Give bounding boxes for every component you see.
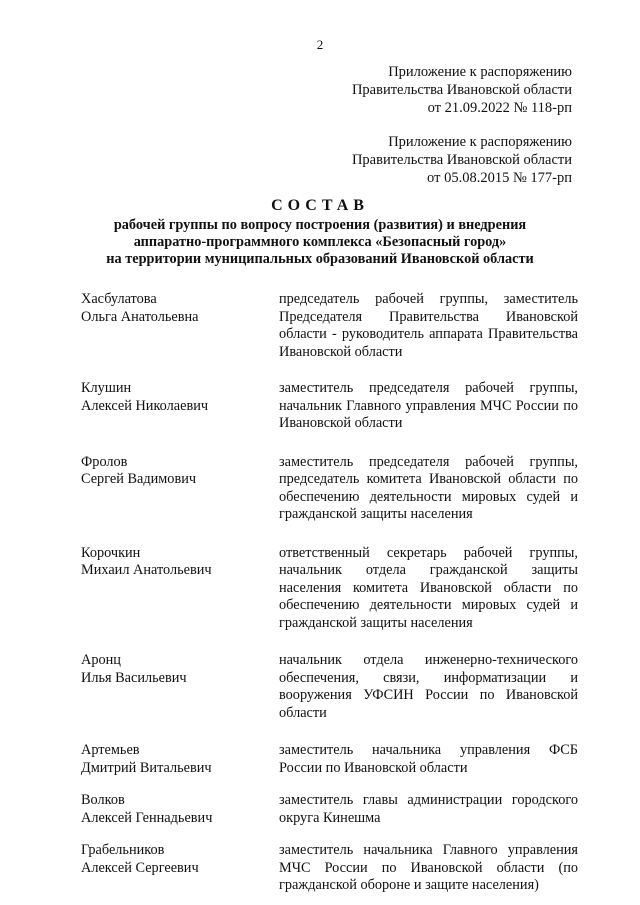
member-role: заместитель начальника управления ФСБ России по Ивановской области [279, 742, 578, 776]
member-entry [81, 742, 578, 777]
member-given-name: Алексей Геннадьевич [81, 809, 213, 826]
member-given-name: Алексей Сергеевич [81, 859, 199, 876]
subtitle-line-1: рабочей группы по вопросу построения (развития) и внедрения [113, 217, 527, 233]
members-list [81, 291, 578, 895]
annex-original-line-2: Правительства Ивановской области [351, 152, 572, 168]
member-entry [81, 842, 578, 895]
member-surname: Хасбулатова [81, 291, 157, 307]
member-name [81, 545, 279, 633]
member-surname: Фролов [81, 453, 128, 470]
subtitle-line-2: аппаратно-программного комплекса «Безопасный город» [133, 234, 507, 250]
member-role: председатель рабочей группы, заместитель Председателя Правительства Ивановской области - руководитель аппарата Правительства Ивановской области [279, 291, 578, 360]
member-name [81, 291, 279, 361]
annex-original-header [352, 133, 572, 187]
member-role: ответственный секретарь рабочей группы, начальник отдела гражданской защиты населения комитета Ивановской области по обеспечению деятельности мировых судей и гражданской защиты населения [279, 544, 578, 631]
member-given-name: Сергей Вадимович [81, 471, 197, 487]
member-surname: Волков [81, 792, 125, 808]
member-name [81, 454, 279, 524]
annex-current-line-1: Приложение к распоряжению [388, 64, 572, 80]
annex-current-line-3: от 21.09.2022 № 118-рп [427, 100, 572, 116]
member-entry [81, 291, 578, 361]
member-entry [81, 454, 578, 524]
member-surname: Клушин [81, 380, 132, 396]
document-title: СОСТАВ [271, 197, 369, 214]
member-name [81, 742, 279, 777]
member-name [81, 652, 279, 722]
member-surname: Аронц [81, 652, 121, 668]
member-role: заместитель начальника Главного управления МЧС России по Ивановской области (по гражданской обороне и защите населения) [279, 842, 578, 893]
member-surname: Артемьев [81, 742, 140, 758]
member-given-name: Илья Васильевич [81, 669, 187, 686]
member-given-name: Михаил Анатольевич [81, 562, 212, 578]
annex-current-header [352, 63, 572, 117]
member-given-name: Ольга Анатольевна [81, 308, 199, 325]
annex-current-line-2: Правительства Ивановской области [351, 82, 572, 98]
annex-original-line-3: от 05.08.2015 № 177-рп [427, 170, 572, 186]
member-given-name: Алексей Николаевич [81, 397, 209, 414]
member-role: начальник отдела инженерно-технического обеспечения, связи, информатизации и вооружения УФСИН России по Ивановской области [279, 652, 578, 721]
member-given-name: Дмитрий Витальевич [81, 759, 212, 776]
subtitle-line-3: на территории муниципальных образований Ивановской области [106, 251, 534, 267]
member-surname: Грабельников [81, 842, 165, 858]
member-entry [81, 792, 578, 827]
document-subtitle [0, 217, 640, 268]
member-role: заместитель председателя рабочей группы, начальник Главного управления МЧС России по Ивановской области [279, 380, 578, 431]
member-name [81, 842, 279, 895]
member-role: заместитель председателя рабочей группы, председатель комитета Ивановской области по обеспечению деятельности мировых судей и гражданской защиты населения [279, 453, 578, 522]
annex-original-line-1: Приложение к распоряжению [388, 134, 572, 150]
member-entry [81, 545, 578, 633]
member-entry [81, 380, 578, 433]
member-role: заместитель главы администрации городского округа Кинешма [279, 792, 578, 826]
page-number: 2 [316, 37, 324, 52]
member-name [81, 792, 279, 827]
member-surname: Корочкин [81, 544, 141, 561]
member-entry [81, 652, 578, 722]
member-name [81, 380, 279, 433]
